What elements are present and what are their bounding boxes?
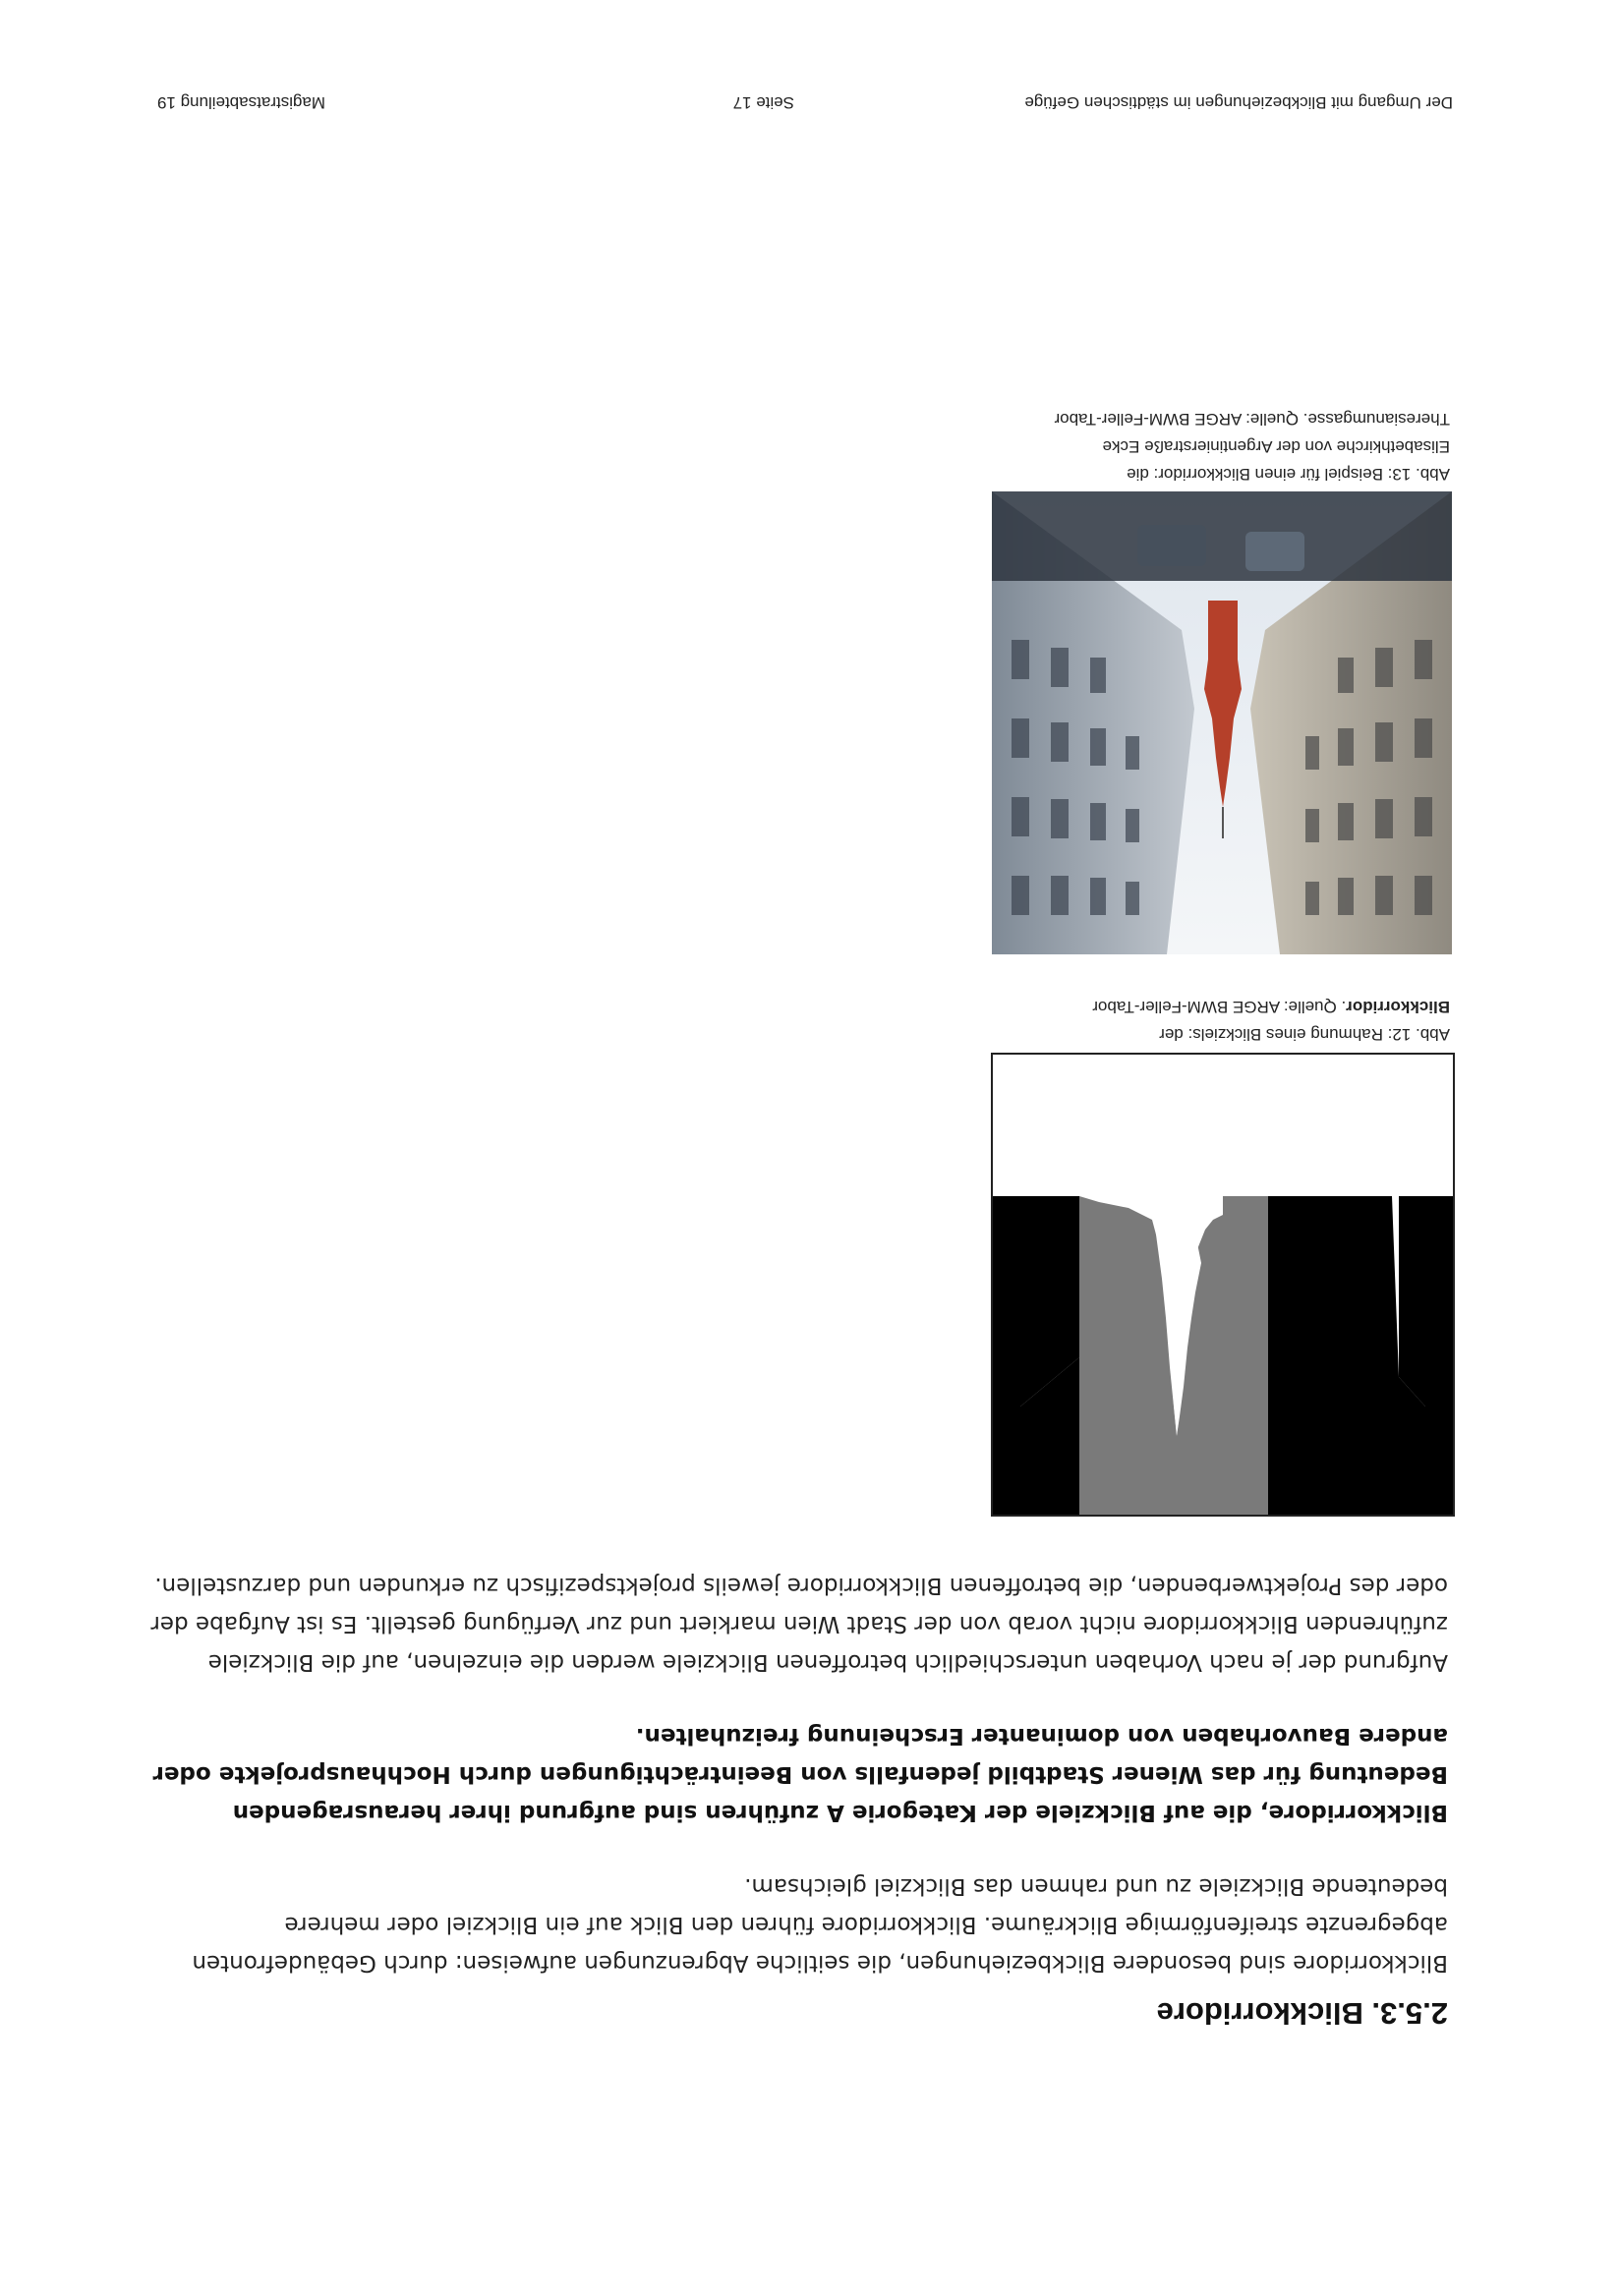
- header-document-title: Der Umgang mit Blickbeziehungen im städtischen Gefüge: [1024, 93, 1453, 112]
- figure-12-caption-source: . Quelle: ARGE BWM-Feller-Tabor: [1092, 998, 1347, 1016]
- figure-13-caption-line3: Theresianumgasse. Quelle: ARGE BWM-Feller-Tabor: [1054, 410, 1450, 429]
- figure-13-caption-line2: Elisabethkirche von der Argentinierstraße Ecke: [1102, 437, 1450, 456]
- header-page-number: Seite 17: [732, 93, 794, 112]
- car-left: [1245, 532, 1304, 571]
- paragraph-requirement: Blickkorridore, die auf Blickziele der Kategorie A zuführen sind aufgrund ihrer herausragenden Bedeutung für das Wiener Stadtbild jedenfalls von Beeinträchtigungen durch Hochhausprojekte oder andere Bauvorhaben von dominanter Erscheinung freizuhalten.: [152, 1723, 1448, 1825]
- car-right: [1137, 525, 1206, 566]
- figure-13-caption-line1: Abb. 13: Beispiel für einen Blickkorridor: die: [1127, 465, 1450, 484]
- figure-12-caption: [988, 993, 1450, 1048]
- figure-13-caption: [988, 405, 1450, 488]
- paragraph-procedure: Aufgrund der je nach Vorhaben unterschiedlich betroffenen Blickziele werden die einzelnen, auf die Blickziele zuführenden Blickkorridore nicht vorab von der Stadt Wien markiert und zur Verfügung gestellt. Es ist Aufgabe der oder des Projektwerbenden, die betroffenen Blickkorridore jeweils projektspezifisch zu erkunden und darzustellen.: [150, 1573, 1448, 1675]
- figure-12-caption-text: Abb. 12: Rahmung eines Blickziels: der: [1159, 1025, 1450, 1044]
- street-level: [992, 491, 1452, 581]
- section-heading: 2.5.3. Blickkorridore: [1156, 1996, 1448, 2031]
- section-body: [150, 1566, 1448, 2031]
- figure-13-street-photo: [992, 491, 1452, 954]
- figure-12-corridor-diagram: [991, 1053, 1455, 1517]
- paragraph-definition: Blickkorridore sind besondere Blickbeziehungen, die seitliche Abgrenzungen aufweisen: durch Gebäudefronten abgegrenzte streifenförmige Blickräume. Blickkorridore führen den Blick auf ein Blickziel oder mehrere bedeutende Blickziele zu und rahmen das Blickziel gleichsam.: [192, 1873, 1448, 1976]
- corridor-silhouette-graphic: [993, 1055, 1453, 1515]
- header-department: Magistratsabteilung 19: [157, 93, 326, 112]
- figure-12-caption-bold: Blickkorridor: [1346, 998, 1450, 1016]
- street-photo-illustration: [992, 491, 1452, 954]
